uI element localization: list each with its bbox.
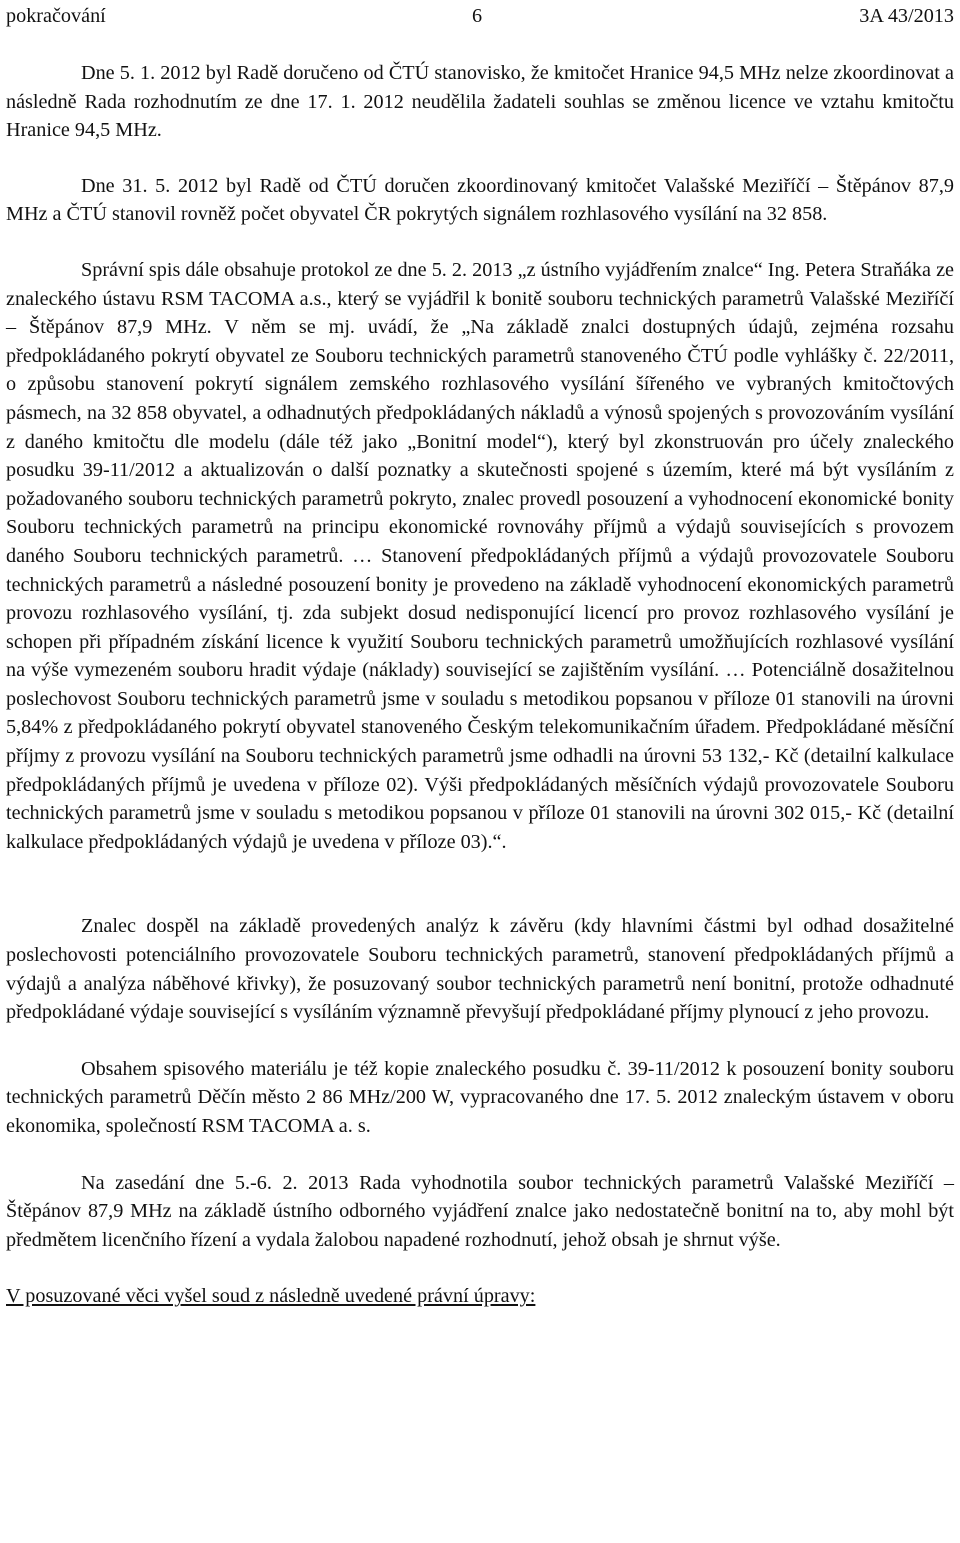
case-number: 3A 43/2013 — [859, 5, 954, 27]
paragraph-expert-conclusion: Znalec dospěl na základě provedených analýz k závěru (kdy hlavními částmi byl odhad dosažitelné poslechovosti potenciálního provozovatele Souboru technických parametrů, stanovení předpokládaných příjmů a výdajů a analýza náběhové křivky), že posuzovaný soubor technických parametrů není bonitní, protože odhadnuté předpokládané výdaje související s vysíláním významně převyšují předpokládané příjmy plynoucí z jeho provozu. — [6, 915, 954, 1024]
header-continuation: pokračování — [6, 5, 106, 27]
page-header — [6, 0, 954, 32]
paragraph-expert-protocol: Správní spis dále obsahuje protokol ze dne 5. 2. 2013 „z ústního vyjádřením znalce“ Ing. Petera Straňáka ze znaleckého ústavu RSM TACOMA a.s., který se vyjádřil k bonitě souboru technických parametrů Valašské Meziříčí – Štěpánov 87,9 MHz. V něm se mj. uvádí, že „Na základě znalci dostupných údajů, zejména rozsahu předpokládaného pokrytí obyvatel ze Souboru technických parametrů stanoveného ČTÚ podle vyhlášky č. 22/2011, o způsobu stanovení pokrytí signálem zemského rozhlasového vysílání šířeného ve vybraných kmitočtových pásmech, na 32 858 obyvatel, a odhadnutých předpokládaných nákladů a výnosů spojených s provozováním vysílání z daného kmitočtu dle modelu (dále též jako „Bonitní model“), který byl zkonstruován pro účely znaleckého posudku 39-11/2012 a aktualizován o další poznatky a skutečnosti spojené s územím, které má být vysíláním z požadovaného souboru technických parametrů pokryto, znalec provedl posouzení a vyhodnocení ekonomické bonity Souboru technických parametrů na principu ekonomické rovnováhy příjmů a výdajů souvisejících s provozem daného Souboru technických parametrů. … Stanovení předpokládaných příjmů a výdajů provozovatele Souboru technických parametrů a následné posouzení bonity je provedeno na základě vyhodnocení ekonomických parametrů provozu rozhlasového vysílání, tj. zda subjekt dosud nedisponující licencí pro provoz rozhlasového vysílání je schopen při případném získání licence k využití Souboru technických parametrů umožňujících rozhlasové vysílání na výše vymezeném souboru hradit výdaje (náklady) související se zajištěním vysílání. … Potenciálně dosažitelnou poslechovost Souboru technických parametrů jsme v souladu s metodikou popsanou v příloze 01 stanovili na úrovni 5,84% z předpokládaného pokrytí obyvatel stanoveného Českým telekomunikačním úřadem. Předpokládané měsíční příjmy z provozu vysílání na Souboru technických parametrů jsme odhadli na úrovni 53 132,- Kč (detailní kalkulace předpokládaných příjmů je uvedena v příloze 02). Výši předpokládaných měsíčních výdajů provozovatele Souboru technických parametrů jsme v souladu s metodikou popsanou v příloze 01 stanovili na úrovni 302 015,- Kč (detailní kalkulace předpokládaných výdajů je uvedena v příloze 03).“. — [6, 258, 954, 853]
paragraph-coordination-hranice: Dne 5. 1. 2012 byl Radě doručeno od ČTÚ stanovisko, že kmitočet Hranice 94,5 MHz nelze zkoordinovat a následně Rada rozhodnutím ze dne 17. 1. 2012 neudělila žadateli souhlas se změnou licence ve vztahu kmitočtu Hranice 94,5 MHz. — [6, 62, 954, 142]
paragraph-council-decision: Na zasedání dne 5.-6. 2. 2013 Rada vyhodnotila soubor technických parametrů Valašské Meziříčí – Štěpánov 87,9 MHz na základě ústního odborného vyjádření znalce jako nedostatečně bonitní na to, aby mohl být předmětem licenčního řízení a vydala žalobou napadené rozhodnutí, jehož obsah je shrnut výše. — [6, 1171, 954, 1251]
paragraph-coordination-valasske-mezirici: Dne 31. 5. 2012 byl Radě od ČTÚ doručen zkoordinovaný kmitočet Valašské Meziříčí – Štěpánov 87,9 MHz a ČTÚ stanovil rovněž počet obyvatel ČR pokrytých signálem rozhlasového vysílání na 32 858. — [6, 174, 954, 226]
page-number: 6 — [472, 5, 483, 27]
paragraph-expert-report-copy: Obsahem spisového materiálu je též kopie znaleckého posudku č. 39-11/2012 k posouzení bonity souboru technických parametrů Děčín město 2 86 MHz/200 W, vypracovaného dne 17. 5. 2012 znaleckým ústavem v oboru ekonomika, společností RSM TACOMA a. s. — [6, 1057, 954, 1137]
section-heading-legal-basis: V posuzované věci vyšel soud z následně uvedené právní úpravy: — [6, 1285, 536, 1308]
